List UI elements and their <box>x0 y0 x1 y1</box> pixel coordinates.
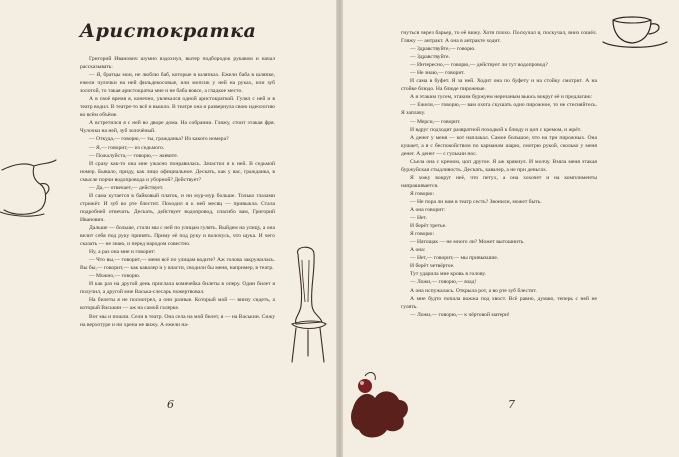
paragraph: Я говорю: <box>410 190 435 197</box>
paragraph: — Ежели,— говорю,— вам охота скушать одно пирожное, то не стесняйтесь. Я заплачу. <box>401 102 597 117</box>
paragraph: — Да,— отвечает,— действует. <box>89 184 164 191</box>
paragraph: — Нет,— говорит,— мы привыкшие. <box>410 255 499 262</box>
paragraph: — Мерси,— говорит. <box>410 118 461 125</box>
paragraph: И берёт третье. <box>410 223 447 230</box>
paragraph: А встретился я с ней во дворе дома. На собрании. Гляжу, стоит этакая фря. Чулочки на ней, зуб золочёный. <box>80 120 275 135</box>
right-page-text <box>401 29 597 319</box>
paragraph: — Здравствуйте,— говорю. <box>410 46 476 53</box>
paragraph: — Можно,— говорю. <box>89 273 141 280</box>
paragraph: — Нет. <box>410 215 427 222</box>
paragraph: Дальше — больше, стали мы с ней по улицам гулять. Выйдем на улицу, а она велит себя под руку принять. Приму её под руку и волочусь, что щука. И чего сказать — не знаю, и перед народом совестно. <box>80 224 275 248</box>
left-page <box>0 0 336 457</box>
story-title: Аристократка <box>79 20 257 42</box>
chair-doodle <box>284 244 328 364</box>
paragraph: гнуться через барьер, то её вижу. Хотя плохо. Поскучал я, поскучал, вниз сошёл. Гляжу — антракт. А она в антракте ходит. <box>401 30 597 45</box>
milk-jug-doodle <box>0 150 60 220</box>
paragraph: И сама кутается в байковый платок, и ни мур-мур больше. Только глазами стрижёт. И зуб во рте блестит. Походил я к ней месяц — привыкла. Стала подробней отвечать. Дескать, действует водопровод, спасибо вам, Григорий Иванович. <box>80 192 275 223</box>
paragraph: Григорий Иванович шумно вздохнул, вытер подбородок рукавом и начал рассказывать: <box>80 56 275 71</box>
paragraph: А мне будто попала вожжа под хвост. Всё равно, думаю, теперь с ней не гулять. <box>401 295 597 310</box>
cake-with-cherry <box>351 368 411 448</box>
paragraph: — Пожалуйста,— говорю,— живите. <box>89 152 179 159</box>
paragraph: Вот мы и пошли. Сели в театр. Она села на мой билет, я — на Васькин. Сижу на верхотуре и ни хрена не вижу. А ежели на- <box>80 313 275 328</box>
paragraph: Тут ударила мне кровь в голову. <box>410 271 486 278</box>
paragraph: И берёт четвёртое. <box>410 263 455 270</box>
paragraph: — Интересно,— говорю,— действует ли тут водопровод? <box>410 62 548 69</box>
paragraph: А она: <box>410 247 426 254</box>
paragraph: А она испужалась. Открыла рот, а во рте зуб блестит. <box>410 287 537 294</box>
right-page <box>343 0 679 457</box>
teacup-doodle <box>599 12 671 52</box>
paragraph: На билеты я не посмотрел, а они разные. Который мой — внизу сидеть, а который Васькин — аж на самой галерке. <box>80 297 275 312</box>
paragraph: А денег у меня — кот наплакал. Самое большое, что на три пирожных. Она кушает, а я с беспокойством по карманам шарю, смотрю рукой, сколько у меня денег. А денег — с гулькин нос. <box>401 134 597 157</box>
paragraph: А я этаким гусем, этаким буржуем нерезаным вьюсь вокруг её и предлагаю: <box>410 94 593 101</box>
paragraph: И как раз на другой день прислала комячейка билеты в оперу. Один билет я получил, а другой мне Васька-слесарь пожертвовал. <box>80 281 275 296</box>
paragraph: А она говорит: <box>410 207 446 214</box>
paragraph: И сразу как-то она мне ужасно понравилась. Зачастил я к ней. В седьмой номер. Бывало, приду, как лицо официальное. Дескать, как у вас, гражданка, в смысле порчи водопровода и уборной? Действует? <box>80 160 275 183</box>
paragraph: Ну, а раз она мне и говорит: <box>89 249 156 256</box>
paragraph: — Натощак — не много ли? Может вытошнить. <box>410 239 525 246</box>
paragraph: — Я, братцы мои, не люблю баб, которые в шляпках. Ежели баба в шляпке, ежели чулочки на ней фильдекосовые, или мопсик у ней на руках, или зуб золотой, то такая аристократка мне и не баба вовсе, а гладкое место. <box>80 72 275 95</box>
paragraph: Я хожу вокруг неё, что петух, а она хохочет и на комплименты напрашивается. <box>401 174 597 189</box>
paragraph: Съела она с кремом, цоп другое. Я аж крякнул. И молчу. Взяла меня этакая буржуйская стыдливость. Дескать, кавалер, а не при деньгах. <box>401 158 597 173</box>
page-number-left: 6 <box>167 398 174 411</box>
paragraph: — Что вы,— говорит,— меня всё по улицам водите? Аж голова закружилась. Вы бы,— говорит,— как кавалер и у власти, сводили бы меня, например, в театр. <box>80 257 275 272</box>
paragraph: — Ложи,— говорю,— к чёртовой матери! <box>410 311 510 318</box>
paragraph: — Я,— говорит,— из седьмого. <box>89 144 165 151</box>
paragraph: — Здравствуйте. <box>410 54 450 61</box>
paragraph: — Не пора ли нам в театр сесть? Звонили, может быть. <box>410 198 542 205</box>
paragraph: — Откуда,— говорю,— ты, гражданка? Из какого номера? <box>89 136 229 143</box>
paragraph: И сама в буфет. Я за ней. Ходит она по буфету и на стойку смотрит. А на стойке блюдо. На блюде пирожные. <box>401 78 597 93</box>
paragraph: А в своё время я, конечно, увлекался одной аристократкой. Гулял с ней и в театр водил. В театре-то всё и вышло. В театре она и развернула свою идеологию во всём объёме. <box>80 96 275 119</box>
page-number-right: 7 <box>508 398 515 411</box>
paragraph: — Ложи,— говорю,— взад! <box>410 279 477 286</box>
paragraph: — Не знаю,— говорит. <box>410 70 465 77</box>
paragraph: И вдруг подходит развратной походкой к блюду и цоп с кремом, и жрёт. <box>410 126 582 133</box>
left-page-text <box>80 55 275 329</box>
paragraph: Я говорю: <box>410 231 435 238</box>
book-gutter <box>336 0 343 457</box>
